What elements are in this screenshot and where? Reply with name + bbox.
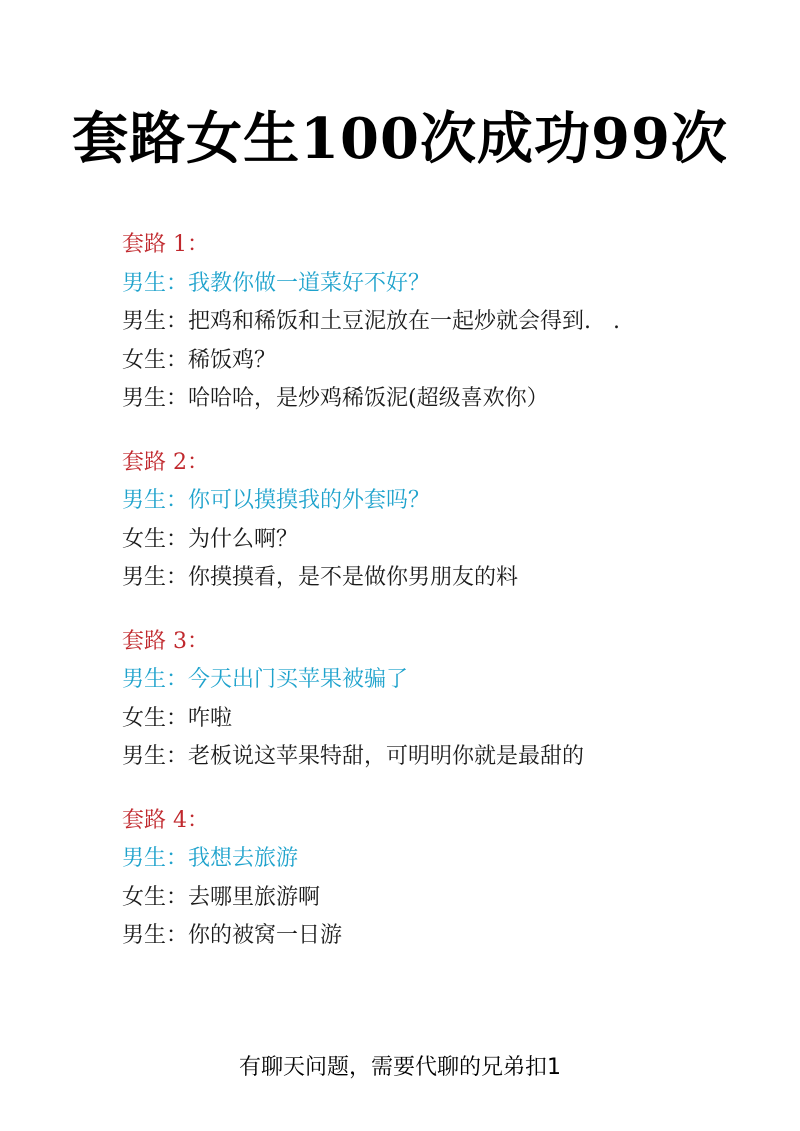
section-heading: 套路 4：	[122, 807, 209, 833]
dialogue-line: 男生：你可以摸摸我的外套吗？	[122, 488, 431, 513]
dialogue-line: 男生：哈哈哈，是炒鸡稀饭泥(超级喜欢你）	[122, 386, 549, 411]
dialogue-line: 女生：去哪里旅游啊	[122, 884, 321, 910]
dialogue-line: 女生：咋啦	[122, 705, 233, 731]
section-3	[122, 623, 762, 777]
section-heading: 套路 1：	[122, 232, 209, 257]
article-body	[122, 226, 762, 981]
dialogue-line: 女生：为什么啊？	[122, 526, 299, 552]
dialogue-line: 男生：今天出门买苹果被骗了	[122, 667, 409, 692]
section-1	[122, 226, 762, 419]
dialogue-line: 男生：你的被窝一日游	[122, 923, 343, 948]
dialogue-line: 男生：老板说这苹果特甜，可明明你就是最甜的	[122, 744, 585, 769]
section-heading: 套路 3：	[122, 628, 209, 654]
dialogue-line: 女生：稀饭鸡？	[122, 347, 277, 373]
dialogue-line: 男生：我教你做一道菜好不好？	[122, 270, 431, 296]
dialogue-line: 男生：把鸡和稀饭和土豆泥放在一起炒就会得到. .	[122, 309, 620, 334]
dialogue-line: 男生：你摸摸看，是不是做你男朋友的料	[122, 565, 519, 590]
section-4	[122, 802, 762, 956]
page-title: 套路女生100次成功99次	[72, 106, 728, 172]
section-2	[122, 444, 762, 598]
dialogue-line: 男生：我想去旅游	[122, 846, 299, 871]
footer-note: 有聊天问题，需要代聊的兄弟扣1	[239, 1055, 561, 1080]
section-heading: 套路 2：	[122, 449, 209, 475]
